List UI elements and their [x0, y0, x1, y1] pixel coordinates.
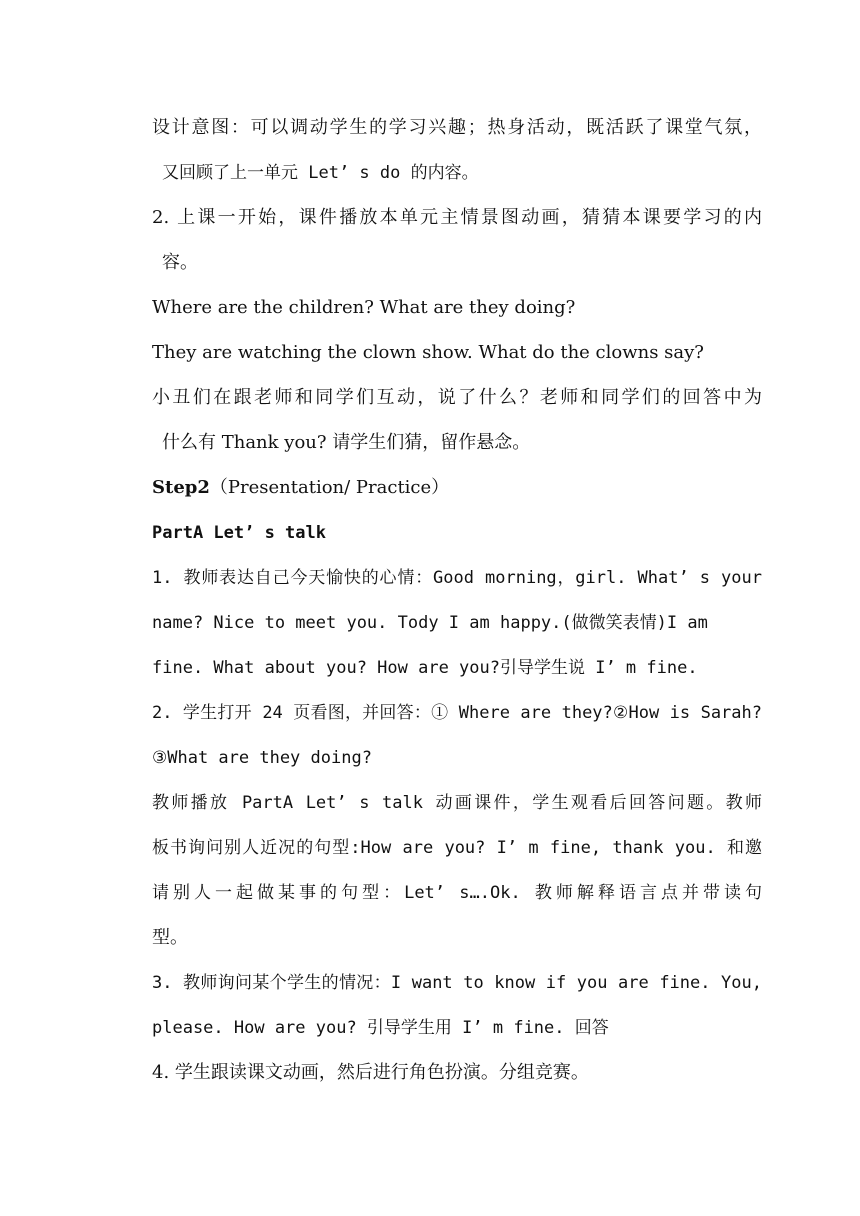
item3-line-1: 3. 教师询问某个学生的情况：I want to know if you are fine. You, [152, 973, 762, 993]
item1-line-1: 1. 教师表达自己今天愉快的心情：Good morning，girl. What’ s your [152, 568, 762, 588]
step1-item2-line-1: 2. 上课一开始，课件播放本单元主情景图动画，猜猜本课要学习的内 [152, 207, 762, 228]
question-line-2: They are watching the clown show. What do the clowns say? [152, 342, 704, 363]
parta-talk-heading: PartA Let’ s talk [152, 523, 326, 543]
design-intent-line-1: 设计意图：可以调动学生的学习兴趣；热身活动，既活跃了课堂气氛， [152, 117, 762, 138]
step2-heading [152, 476, 762, 500]
design-intent-line-2: 又回顾了上一单元 Let’ s do 的内容。 [162, 163, 479, 183]
clown-paragraph-line-1: 小丑们在跟老师和同学们互动，说了什么？老师和同学们的回答中为 [152, 387, 762, 408]
step2-label: Step2 [152, 477, 210, 498]
teacher-play-line-4: 型。 [152, 927, 188, 948]
teacher-play-line-3: 请别人一起做某事的句型：Let’ s….Ok. 教师解释语言点并带读句 [152, 883, 762, 903]
item2-line-2: ③What are they doing? [152, 748, 372, 768]
step2-subtitle: （Presentation/ Practice） [209, 477, 450, 498]
item1-line-3: fine. What about you? How are you?引导学生说 I’ m fine. [152, 658, 698, 678]
item4-line: 4. 学生跟读课文动画，然后进行角色扮演。分组竞赛。 [152, 1062, 589, 1083]
question-line-1: Where are the children? What are they doing? [152, 297, 576, 318]
item1-line-2: name? Nice to meet you. Tody I am happy.(做微笑表情)I am [152, 613, 708, 633]
teacher-play-line-1: 教师播放 PartA Let’ s talk 动画课件，学生观看后回答问题。教师 [152, 793, 762, 813]
clown-paragraph-line-2: 什么有 Thank you? 请学生们猜，留作悬念。 [162, 432, 531, 453]
item3-line-2: please. How are you? 引导学生用 I’ m fine. 回答 [152, 1018, 609, 1038]
step1-item2-line-2: 容。 [162, 252, 198, 273]
teacher-play-line-2: 板书询问别人近况的句型:How are you? I’ m fine, thank you. 和邀 [152, 838, 762, 858]
item2-line-1: 2. 学生打开 24 页看图，并回答：① Where are they?②How is Sarah? [152, 703, 762, 723]
